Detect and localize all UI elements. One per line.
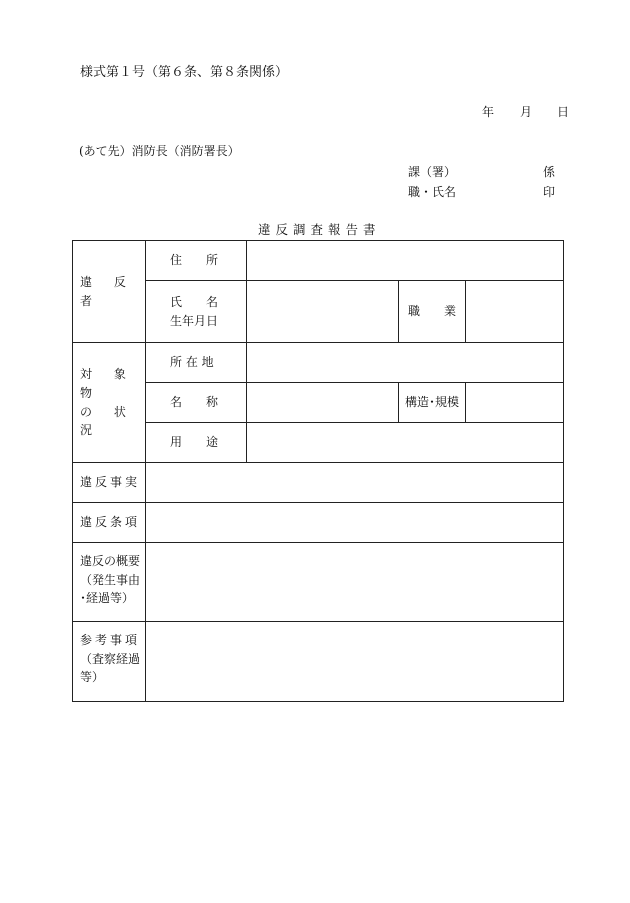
summary-label-line1: 違反の概要 xyxy=(80,554,141,568)
date-month-label: 月 xyxy=(520,105,533,119)
target-name-value-cell[interactable] xyxy=(247,383,399,423)
document-title: 違反調査報告書 xyxy=(258,222,381,237)
date-year-label: 年 xyxy=(482,105,495,119)
occupation-value-cell[interactable] xyxy=(466,281,564,343)
reference-label-line1: 参考事項 xyxy=(80,633,141,647)
location-value-cell[interactable] xyxy=(247,343,564,383)
violation-fact-value-cell[interactable] xyxy=(146,463,564,503)
target-name-label: 名 称 xyxy=(146,383,247,423)
summary-value-cell[interactable] xyxy=(146,543,564,622)
table-row xyxy=(73,463,564,503)
table-row xyxy=(73,241,564,281)
reference-label xyxy=(73,622,146,702)
table-row xyxy=(73,423,564,463)
location-label: 所 在 地 xyxy=(146,343,247,383)
name-birth-label xyxy=(146,281,247,343)
summary-label-line2: （発生事由 xyxy=(80,572,141,587)
occupation-label: 職 業 xyxy=(399,281,466,343)
structure-value-cell[interactable] xyxy=(466,383,564,423)
date-day-label: 日 xyxy=(557,105,570,119)
sender-seal: 印 xyxy=(543,185,556,199)
structure-label: 構造･規模 xyxy=(399,383,466,423)
addressee: (あて先）消防長（消防署長） xyxy=(79,144,240,158)
sender-official: 職・氏名 xyxy=(408,185,457,199)
table-row xyxy=(73,343,564,383)
reference-label-line3: 等） xyxy=(80,670,105,685)
address-value-cell[interactable] xyxy=(247,241,564,281)
table-row xyxy=(73,383,564,423)
summary-label-line3: ･経過等） xyxy=(80,591,135,606)
name-value-cell[interactable] xyxy=(247,281,399,343)
summary-label xyxy=(73,543,146,622)
report-table xyxy=(72,240,564,702)
violation-fact-label: 違反事実 xyxy=(73,463,146,503)
reference-value-cell[interactable] xyxy=(146,622,564,702)
table-row xyxy=(73,543,564,622)
violator-label: 違 反 者 xyxy=(73,241,146,343)
violation-clause-value-cell[interactable] xyxy=(146,503,564,543)
table-row xyxy=(73,503,564,543)
reference-label-line2: （査察経過 xyxy=(80,651,141,666)
target-label-line1: 対 象 物 xyxy=(80,367,135,400)
sender-department: 課（署） xyxy=(408,165,457,179)
violation-clause-label: 違反条項 xyxy=(73,503,146,543)
target-label xyxy=(73,343,146,463)
name-label: 氏 名 xyxy=(170,294,219,309)
birth-label: 生年月日 xyxy=(170,313,219,328)
form-number: 様式第１号（第６条、第８条関係） xyxy=(80,65,289,80)
address-label: 住 所 xyxy=(146,241,247,281)
use-value-cell[interactable] xyxy=(247,423,564,463)
table-row xyxy=(73,281,564,343)
use-label: 用 途 xyxy=(146,423,247,463)
target-label-line2: の 状 況 xyxy=(80,404,135,438)
table-row xyxy=(73,622,564,702)
sender-department-suffix: 係 xyxy=(543,165,556,179)
